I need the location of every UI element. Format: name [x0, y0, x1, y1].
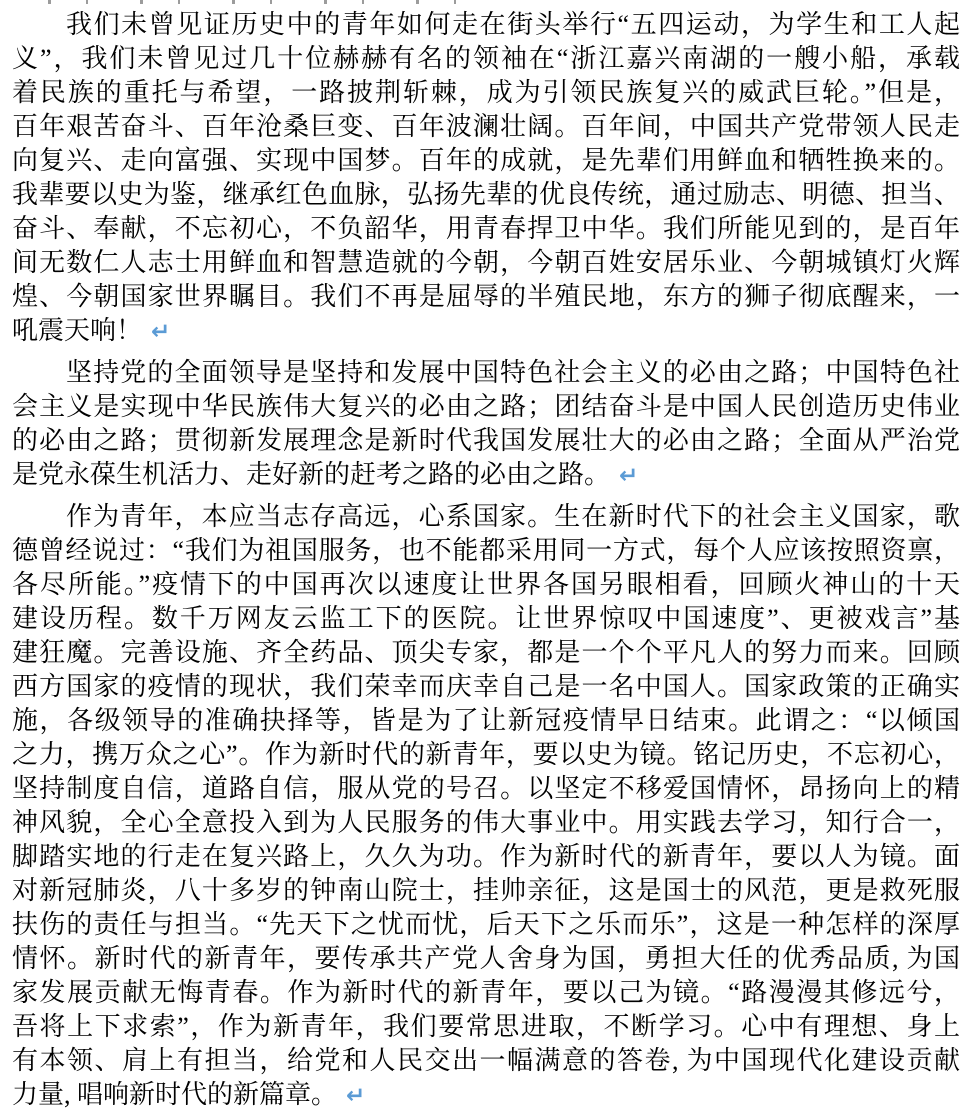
text-line: 西方国家的疫情的现状，我们荣幸而庆幸自己是一名中国人。国家政策的正确实	[12, 672, 960, 701]
text-line: 向复兴、走向富强、实现中国梦。百年的成就，是先辈们用鲜血和牺牲换来的。	[12, 146, 960, 175]
text-line: 奋斗、奉献，不忘初心，不负韶华，用青春捍卫中华。我们所能见到的，是百年	[12, 214, 960, 243]
paragraph-return-mark-icon: ↵	[346, 1083, 366, 1109]
text-line: 神风貌，全心全意投入到为人民服务的伟大事业中。用实践去学习，知行合一，	[12, 808, 960, 837]
text-line: 扶伤的责任与担当。“先天下之忧而忧，后天下之乐而乐”，这是一种怎样的深厚	[12, 910, 960, 939]
text-line: 百年艰苦奋斗、百年沧桑巨变、百年波澜壮阔。百年间，中国共产党带领人民走	[12, 112, 960, 141]
text-line: 各尽所能。”疫情下的中国再次以速度让世界各国另眼相看，回顾火神山的十天	[12, 570, 960, 599]
text-line: 有本领、肩上有担当，给党和人民交出一幅满意的答卷, 为中国现代化建设贡献	[12, 1046, 960, 1075]
text-line: 家发展贡献无悔青春。作为新时代的新青年，要以己为镜。“路漫漫其修远兮，	[12, 978, 960, 1007]
text-line: 我们未曾见证历史中的青年如何走在街头举行“五四运动，为学生和工人起	[66, 10, 960, 39]
text-line: 脚踏实地的行走在复兴路上，久久为功。作为新时代的新青年，要以人为镜。面	[12, 842, 960, 871]
paragraph	[12, 8, 960, 348]
text-line: 吾将上下求索”，作为新青年，我们要常思进取，不断学习。心中有理想、身上	[12, 1012, 960, 1041]
text-line: 力量, 唱响新时代的新篇章。 ↵	[12, 1080, 366, 1109]
text-line: 作为青年，本应当志存高远，心系国家。生在新时代下的社会主义国家，歌	[66, 502, 960, 531]
paragraph-return-mark-icon: ↵	[151, 319, 171, 345]
text-line: 煌、今朝国家世界瞩目。我们不再是屈辱的半殖民地，东方的狮子彻底醒来，一	[12, 282, 960, 311]
text-line: 坚持制度自信，道路自信，服从党的号召。以坚定不移爱国情怀，昂扬向上的精	[12, 774, 960, 803]
text-line: 着民族的重托与希望，一路披荆斩棘，成为引领民族复兴的威武巨轮。”但是，	[12, 78, 960, 107]
paragraph	[12, 356, 960, 492]
text-line: 的必由之路；贯彻新发展理念是新时代我国发展壮大的必由之路；全面从严治党	[12, 426, 960, 455]
paragraph	[12, 500, 960, 1112]
text-line: 对新冠肺炎，八十多岁的钟南山院士，挂帅亲征，这是国士的风范，更是救死服	[12, 876, 960, 905]
text-line: 德曾经说过：“我们为祖国服务，也不能都采用同一方式，每个人应该按照资禀，	[12, 536, 960, 565]
text-line: 义”，我们未曾见过几十位赫赫有名的领袖在“浙江嘉兴南湖的一艘小船，承载	[12, 44, 960, 73]
text-line: 施，各级领导的准确抉择等，皆是为了让新冠疫情早日结束。此谓之：“以倾国	[12, 706, 960, 735]
text-line: 会主义是实现中华民族伟大复兴的必由之路；团结奋斗是中国人民创造历史伟业	[12, 392, 960, 421]
text-line: 吼震天响！ ↵	[12, 316, 171, 345]
clipped-previous-line-fragment	[30, 0, 460, 4]
text-line: 间无数仁人志士用鲜血和智慧造就的今朝，今朝百姓安居乐业、今朝城镇灯火辉	[12, 248, 960, 277]
text-line: 坚持党的全面领导是坚持和发展中国特色社会主义的必由之路；中国特色社	[66, 358, 960, 387]
text-line: 我辈要以史为鉴，继承红色血脉，弘扬先辈的优良传统，通过励志、明德、担当、	[12, 180, 960, 209]
paragraph-return-mark-icon: ↵	[619, 463, 639, 489]
text-line: 是党永葆生机活力、走好新的赶考之路的必由之路。 ↵	[12, 460, 639, 489]
document-body[interactable]	[12, 8, 960, 1112]
text-line: 建狂魔。完善设施、齐全药品、顶尖专家，都是一个个平凡人的努力而来。回顾	[12, 638, 960, 667]
text-line: 情怀。新时代的新青年，要传承共产党人舍身为国，勇担大任的优秀品质, 为国	[12, 944, 960, 973]
text-line: 建设历程。数千万网友云监工下的医院。让世界惊叹中国速度”、更被戏言”基	[12, 604, 960, 633]
text-line: 之力，携万众之心”。作为新时代的新青年，要以史为镜。铭记历史，不忘初心，	[12, 740, 960, 769]
